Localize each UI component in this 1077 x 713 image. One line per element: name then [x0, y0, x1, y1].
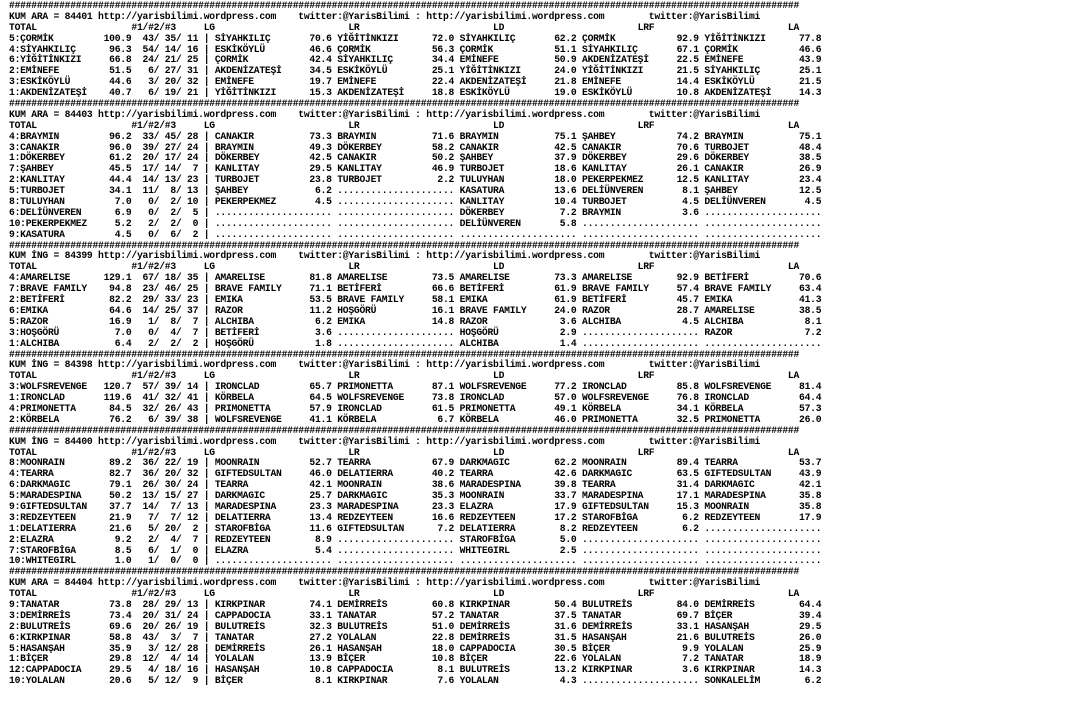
column-header-line: TOTAL #1/#2/#3 LG LR LD LRF LA	[9, 446, 800, 458]
horse-row: 6:DELİÜNVEREN 6.9 0/ 2/ 5 | ..................... ..................... DÖKERBEY 7.2 BRAYMIN 3.6 .....................	[9, 206, 822, 218]
race-header-line: KUM İNG = 84400 http://yarisbilimi.wordpress.com twitter:@YarisBilimi : http://yarisbilimi.wordpress.com twitter:@YarisBilimi	[9, 435, 761, 447]
horse-row: 4:SİYAHKILIÇ 96.3 54/ 14/ 16 | ESKİKÖYLÜ 46.6 ÇORMİK 56.3 ÇORMİK 51.1 SİYAHKILIÇ 67.1 ÇORMİK 46.6	[9, 43, 822, 55]
horse-row: 2:KANLITAY 44.4 14/ 13/ 23 | TURBOJET 23.8 TURBOJET 2.2 TULUYHAN 18.0 PEKERPEKMEZ 12.5 KANLITAY 23.4	[9, 174, 822, 186]
column-header-line: TOTAL #1/#2/#3 LG LR LD LRF LA	[9, 370, 800, 382]
horse-row: 3:WOLFSREVENGE 120.7 57/ 39/ 14 | IRONCLAD 65.7 PRIMONETTA 87.1 WOLFSREVENGE 77.2 IRONCLAD 85.8 WOLFSREVENGE 81.4	[9, 381, 822, 393]
horse-row: 2:KÖRBELA 76.2 6/ 39/ 38 | WOLFSREVENGE 41.1 KÖRBELA 6.7 KÖRBELA 46.0 PRIMONETTA 32.5 PRIMONETTA 26.0	[9, 413, 822, 425]
separator-line: ##############################################################################################################################################	[9, 348, 800, 360]
horse-row: 4:AMARELISE 129.1 67/ 18/ 35 | AMARELISE 81.8 AMARELISE 73.5 AMARELISE 73.3 AMARELISE 92.9 BETİFERİ 70.6	[9, 272, 822, 284]
horse-row: 5:MARADESPINA 50.2 13/ 15/ 27 | DARKMAGIC 25.7 DARKMAGIC 35.3 MOONRAIN 33.7 MARADESPINA 17.1 MARADESPINA 35.8	[9, 490, 822, 502]
column-header-line: TOTAL #1/#2/#3 LG LR LD LRF LA	[9, 261, 800, 273]
horse-row: 7:ŞAHBEY 45.5 17/ 14/ 7 | KANLITAY 29.5 KANLITAY 46.9 TURBOJET 18.6 KANLITAY 26.1 CANAKIR 26.9	[9, 163, 822, 175]
race-statistics-report	[9, 1, 821, 687]
horse-row: 9:GIFTEDSULTAN 37.7 14/ 7/ 13 | MARADESPINA 23.3 MARADESPINA 23.3 ELAZRA 17.9 GIFTEDSULTAN 15.3 MOONRAIN 35.8	[9, 500, 822, 512]
horse-row: 6:KIRKPINAR 58.8 43/ 3/ 7 | TANATAR 27.2 YOLALAN 22.8 DEMİRREİS 31.5 HASANŞAH 21.6 BULUTREİS 26.0	[9, 631, 822, 643]
horse-row: 4:TEARRA 82.7 36/ 20/ 32 | GIFTEDSULTAN 46.0 DELATIERRA 40.2 TEARRA 42.6 DARKMAGIC 63.5 GIFTEDSULTAN 43.9	[9, 468, 822, 480]
horse-row: 5:ÇORMİK 100.9 43/ 35/ 11 | SİYAHKILIÇ 70.6 YİĞİTİNKIZI 72.0 SİYAHKILIÇ 62.2 ÇORMİK 92.9 YİĞİTİNKIZI 77.8	[9, 32, 822, 44]
horse-row: 2:BETİFERİ 82.2 29/ 33/ 23 | EMIKA 53.5 BRAVE FAMILY 58.1 EMIKA 61.9 BETİFERİ 45.7 EMIKA 41.3	[9, 294, 822, 306]
horse-row: 9:TANATAR 73.8 28/ 29/ 13 | KIRKPINAR 74.1 DEMİRREİS 60.8 KIRKPINAR 50.4 BULUTREİS 84.0 DEMİRREİS 64.4	[9, 598, 822, 610]
horse-row: 5:TURBOJET 34.1 11/ 8/ 13 | ŞAHBEY 6.2 ..................... KASATURA 13.6 DELİÜNVEREN 8.1 ŞAHBEY 12.5	[9, 185, 822, 197]
horse-row: 6:DARKMAGIC 79.1 26/ 30/ 24 | TEARRA 42.1 MOONRAIN 38.6 MARADESPINA 39.8 TEARRA 31.4 DARKMAGIC 42.1	[9, 479, 822, 491]
horse-row: 2:EMİNEFE 51.5 6/ 27/ 31 | AKDENİZATEŞİ 34.5 ESKİKÖYLÜ 25.1 YİĞİTİNKIZI 24.0 YİĞİTİNKIZI 21.5 SİYAHKILIÇ 25.1	[9, 65, 822, 77]
horse-row: 5:HASANŞAH 35.9 3/ 12/ 28 | DEMİRREİS 26.1 HASANŞAH 18.0 CAPPADOCIA 30.5 BİÇER 9.9 YOLALAN 25.9	[9, 642, 822, 654]
column-header-line: TOTAL #1/#2/#3 LG LR LD LRF LA	[9, 119, 800, 131]
horse-row: 7:STAROFBİGA 8.5 6/ 1/ 0 | ELAZRA 5.4 ..................... WHITEGIRL 2.5 ..................... .....................	[9, 544, 822, 556]
column-header-line: TOTAL #1/#2/#3 LG LR LD LRF LA	[9, 21, 800, 33]
race-header-line: KUM ARA = 84403 http://yarisbilimi.wordpress.com twitter:@YarisBilimi : http://yarisbilimi.wordpress.com twitter:@YarisBilimi	[9, 108, 761, 120]
column-header-line: TOTAL #1/#2/#3 LG LR LD LRF LA	[9, 588, 800, 600]
horse-row: 4:BRAYMIN 96.2 33/ 45/ 28 | CANAKIR 73.3 BRAYMIN 71.6 BRAYMIN 75.1 ŞAHBEY 74.2 BRAYMIN 75.1	[9, 130, 822, 142]
horse-row: 8:MOONRAIN 89.2 36/ 22/ 19 | MOONRAIN 52.7 TEARRA 67.9 DARKMAGIC 62.2 MOONRAIN 89.4 TEARRA 53.7	[9, 457, 822, 469]
horse-row: 6:EMIKA 64.6 14/ 25/ 37 | RAZOR 11.2 HOŞGÖRÜ 16.1 BRAVE FAMILY 24.0 RAZOR 28.7 AMARELISE 38.5	[9, 304, 822, 316]
separator-line: ##############################################################################################################################################	[9, 566, 800, 578]
race-header-line: KUM İNG = 84399 http://yarisbilimi.wordpress.com twitter:@YarisBilimi : http://yarisbilimi.wordpress.com twitter:@YarisBilimi	[9, 250, 761, 262]
horse-row: 2:ELAZRA 9.2 2/ 4/ 7 | REDZEYTEEN 8.9 ..................... STAROFBİGA 5.0 ..................... .....................	[9, 533, 822, 545]
horse-row: 1:AKDENİZATEŞİ 40.7 6/ 19/ 21 | YİĞİTİNKIZI 15.3 AKDENİZATEŞİ 18.8 ESKİKÖYLÜ 19.0 ESKİKÖYLÜ 10.8 AKDENİZATEŞİ 14.3	[9, 87, 822, 99]
horse-row: 3:ESKİKÖYLÜ 44.6 3/ 20/ 32 | EMİNEFE 19.7 EMİNEFE 22.4 AKDENİZATEŞİ 21.8 EMİNEFE 14.4 ESKİKÖYLÜ 21.5	[9, 76, 822, 88]
horse-row: 3:HOŞGÖRÜ 7.0 0/ 4/ 7 | BETİFERİ 3.6 ..................... HOŞGÖRÜ 2.9 ..................... RAZOR 7.2	[9, 326, 822, 338]
horse-row: 3:DEMİRREİS 73.4 20/ 31/ 24 | CAPPADOCIA 33.1 TANATAR 57.2 TANATAR 37.5 TANATAR 69.7 BİÇER 39.4	[9, 609, 822, 621]
horse-row: 10:YOLALAN 20.6 5/ 12/ 9 | BİÇER 8.1 KIRKPINAR 7.6 YOLALAN 4.3 ..................... SONKALELİM 6.2	[9, 675, 822, 687]
separator-line: ##############################################################################################################################################	[9, 424, 800, 436]
horse-row: 8:TULUYHAN 7.0 0/ 2/ 10 | PEKERPEKMEZ 4.5 ..................... KANLITAY 10.4 TURBOJET 4.5 DELİÜNVEREN 4.5	[9, 196, 822, 208]
separator-line: ##############################################################################################################################################	[9, 239, 800, 251]
race-header-line: KUM ARA = 84401 http://yarisbilimi.wordpress.com twitter:@YarisBilimi : http://yarisbilimi.wordpress.com twitter:@YarisBilimi	[9, 10, 761, 22]
horse-row: 1:DÖKERBEY 61.2 20/ 17/ 24 | DÖKERBEY 42.5 CANAKIR 50.2 ŞAHBEY 37.9 DÖKERBEY 29.6 DÖKERBEY 38.5	[9, 152, 822, 164]
separator-line: ##############################################################################################################################################	[9, 0, 800, 11]
horse-row: 7:BRAVE FAMILY 94.8 23/ 46/ 25 | BRAVE FAMILY 71.1 BETİFERİ 66.6 BETİFERİ 61.9 BRAVE FAMILY 57.4 BRAVE FAMILY 63.4	[9, 283, 822, 295]
horse-row: 1:BİÇER 29.8 12/ 4/ 14 | YOLALAN 13.9 BİÇER 10.8 BİÇER 22.6 YOLALAN 7.2 TANATAR 18.9	[9, 653, 822, 665]
horse-row: 4:PRIMONETTA 84.5 32/ 26/ 43 | PRIMONETTA 57.9 IRONCLAD 61.5 PRIMONETTA 49.1 KÖRBELA 34.1 KÖRBELA 57.3	[9, 402, 822, 414]
horse-row: 5:RAZOR 16.9 1/ 8/ 7 | ALCHIBA 6.2 EMIKA 14.8 RAZOR 3.6 ALCHIBA 4.5 ALCHIBA 8.1	[9, 315, 822, 327]
horse-row: 10:WHITEGIRL 1.0 1/ 0/ 0 | ..................... ..................... ..................... ..................... .....................	[9, 555, 822, 567]
horse-row: 1:ALCHIBA 6.4 2/ 2/ 2 | HOŞGÖRÜ 1.8 ..................... ALCHIBA 1.4 ..................... .....................	[9, 337, 822, 349]
race-header-line: KUM ARA = 84404 http://yarisbilimi.wordpress.com twitter:@YarisBilimi : http://yarisbilimi.wordpress.com twitter:@YarisBilimi	[9, 577, 761, 589]
race-header-line: KUM İNG = 84398 http://yarisbilimi.wordpress.com twitter:@YarisBilimi : http://yarisbilimi.wordpress.com twitter:@YarisBilimi	[9, 359, 761, 371]
horse-row: 3:CANAKIR 96.0 39/ 27/ 24 | BRAYMIN 49.3 DÖKERBEY 58.2 CANAKIR 42.5 CANAKIR 70.6 TURBOJET 48.4	[9, 141, 822, 153]
horse-row: 3:REDZEYTEEN 21.9 7/ 7/ 12 | DELATIERRA 13.4 REDZEYTEEN 16.6 REDZEYTEEN 17.2 STAROFBİGA 6.2 REDZEYTEEN 17.9	[9, 511, 822, 523]
horse-row: 1:DELATIERRA 21.6 5/ 20/ 2 | STAROFBİGA 11.6 GIFTEDSULTAN 7.2 DELATIERRA 8.2 REDZEYTEEN 6.2 .....................	[9, 522, 822, 534]
horse-row: 9:KASATURA 4.5 0/ 6/ 2 | ..................... ..................... ..................... ..................... .....................	[9, 228, 822, 240]
horse-row: 12:CAPPADOCIA 29.5 4/ 18/ 16 | HASANŞAH 10.8 CAPPADOCIA 8.1 BULUTREİS 13.2 KIRKPINAR 3.6 KIRKPINAR 14.3	[9, 664, 822, 676]
horse-row: 10:PEKERPEKMEZ 5.2 2/ 2/ 0 | ..................... ..................... DELİÜNVEREN 5.8 ..................... .....................	[9, 217, 822, 229]
horse-row: 1:IRONCLAD 119.6 41/ 32/ 41 | KÖRBELA 64.5 WOLFSREVENGE 73.8 IRONCLAD 57.0 WOLFSREVENGE 76.8 IRONCLAD 64.4	[9, 392, 822, 404]
horse-row: 2:BULUTREİS 69.6 20/ 26/ 19 | BULUTREİS 32.3 BULUTREİS 51.0 DEMİRREİS 31.6 DEMİRREİS 33.1 HASANŞAH 29.5	[9, 620, 822, 632]
separator-line: ##############################################################################################################################################	[9, 98, 800, 110]
horse-row: 6:YİĞİTİNKIZI 66.8 24/ 21/ 25 | ÇORMİK 42.4 SİYAHKILIÇ 34.4 EMİNEFE 50.9 AKDENİZATEŞİ 22.5 EMİNEFE 43.9	[9, 54, 822, 66]
